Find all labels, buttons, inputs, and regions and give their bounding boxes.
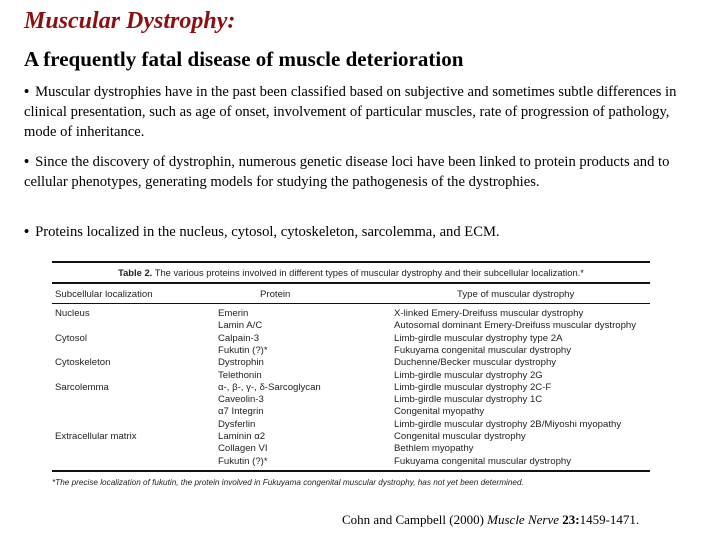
cell-protein: Laminin α2	[218, 431, 266, 442]
cell-dystrophy-type: Limb-girdle muscular dystrophy type 2A	[394, 332, 563, 344]
cell-protein: α-, β-, γ-, δ-Sarcoglycan	[218, 381, 321, 393]
citation	[342, 512, 639, 528]
header-protein: Protein	[260, 289, 291, 300]
cell-dystrophy-type: Fukuyama congenital muscular dystrophy	[394, 344, 572, 356]
cell-dystrophy-type: Congenital muscular dystrophy	[394, 431, 526, 442]
cell-dystrophy-type: X-linked Emery-Dreifuss muscular dystrophy	[394, 308, 584, 319]
slide-title: Muscular Dystrophy:	[24, 8, 236, 34]
citation-volume: 23:	[559, 512, 580, 527]
table-row	[52, 431, 650, 443]
table-caption	[52, 267, 650, 278]
cell-dystrophy-type: Autosomal dominant Emery-Dreifuss muscular dystrophy	[394, 320, 637, 332]
cell-localization: Nucleus	[55, 308, 90, 319]
cell-dystrophy-type: Duchenne/Becker muscular dystrophy	[394, 357, 557, 369]
header-localization: Subcellular localization	[55, 289, 153, 300]
table-row	[52, 357, 650, 369]
cell-dystrophy-type: Congenital myopathy	[394, 406, 485, 418]
bullet-icon: •	[24, 224, 30, 240]
cell-protein: Dysferlin	[218, 418, 256, 430]
citation-pages: 1459-1471.	[579, 512, 640, 527]
table-row	[52, 308, 650, 320]
cell-protein: Fukutin (?)*	[218, 455, 268, 467]
table-rule	[52, 261, 650, 263]
bullet-icon: •	[24, 84, 30, 100]
bullet-text: Since the discovery of dystrophin, numerous genetic disease loci have been linked to protein products and to cellular phenotypes, generating models for studying the pathogenesis of the dystrophies.	[24, 154, 670, 190]
cell-localization: Cytosol	[55, 332, 87, 344]
cell-localization: Sarcolemma	[55, 381, 109, 393]
table-row	[52, 345, 650, 357]
table-row	[52, 419, 650, 431]
bullet-text: Proteins localized in the nucleus, cytosol, cytoskeleton, sarcolemma, and ECM.	[35, 224, 500, 240]
cell-protein: Collagen VI	[218, 443, 268, 455]
bullet-text: Muscular dystrophies have in the past been classified based on subjective and sometimes subtle differences in clinical presentation, such as age of onset, involvement of particular muscles, rate of progression of pathology, mode of inheritance.	[24, 84, 677, 140]
bullet-2	[24, 152, 694, 192]
table-row	[52, 333, 650, 345]
cell-localization: Cytoskeleton	[55, 357, 111, 369]
table-row	[52, 370, 650, 382]
bullet-icon: •	[24, 154, 30, 170]
table-footnote: *The precise localization of fukutin, the protein involved in Fukuyama congenital muscular dystrophy, has not yet been determined.	[52, 478, 524, 487]
cell-protein: Emerin	[218, 308, 249, 319]
cell-localization: Extracellular matrix	[55, 431, 137, 442]
cell-protein: Dystrophin	[218, 357, 264, 369]
table-row	[52, 320, 650, 332]
table-row	[52, 406, 650, 418]
cell-dystrophy-type: Limb-girdle muscular dystrophy 2B/Miyoshi myopathy	[394, 418, 622, 430]
bullet-1	[24, 82, 694, 142]
citation-journal: Muscle Nerve	[487, 512, 559, 527]
table-rule	[52, 470, 650, 472]
citation-authors: Cohn and Campbell (2000)	[342, 512, 488, 527]
table-rule	[52, 303, 650, 304]
cell-protein: Caveolin-3	[218, 394, 264, 406]
cell-protein: Telethonin	[218, 369, 262, 381]
cell-protein: Lamin A/C	[218, 320, 263, 332]
cell-protein: Calpain-3	[218, 332, 260, 344]
header-type: Type of muscular dystrophy	[457, 289, 575, 300]
bullet-3	[24, 222, 694, 242]
table-rule	[52, 282, 650, 284]
cell-protein: α7 Integrin	[218, 406, 264, 418]
cell-protein: Fukutin (?)*	[218, 344, 268, 356]
table-row	[52, 456, 650, 468]
table-row	[52, 443, 650, 455]
cell-dystrophy-type: Fukuyama congenital muscular dystrophy	[394, 455, 572, 467]
cell-dystrophy-type: Limb-girdle muscular dystrophy 2C-F	[394, 381, 552, 393]
caption-label: Table 2.	[118, 267, 153, 278]
cell-dystrophy-type: Limb-girdle muscular dystrophy 2G	[394, 369, 543, 381]
cell-dystrophy-type: Bethlem myopathy	[394, 443, 474, 455]
table-row	[52, 382, 650, 394]
slide-subtitle: A frequently fatal disease of muscle deterioration	[24, 47, 464, 71]
caption-text: The various proteins involved in different types of muscular dystrophy and their subcellular localization.*	[154, 267, 584, 278]
table-row	[52, 394, 650, 406]
cell-dystrophy-type: Limb-girdle muscular dystrophy 1C	[394, 394, 543, 406]
